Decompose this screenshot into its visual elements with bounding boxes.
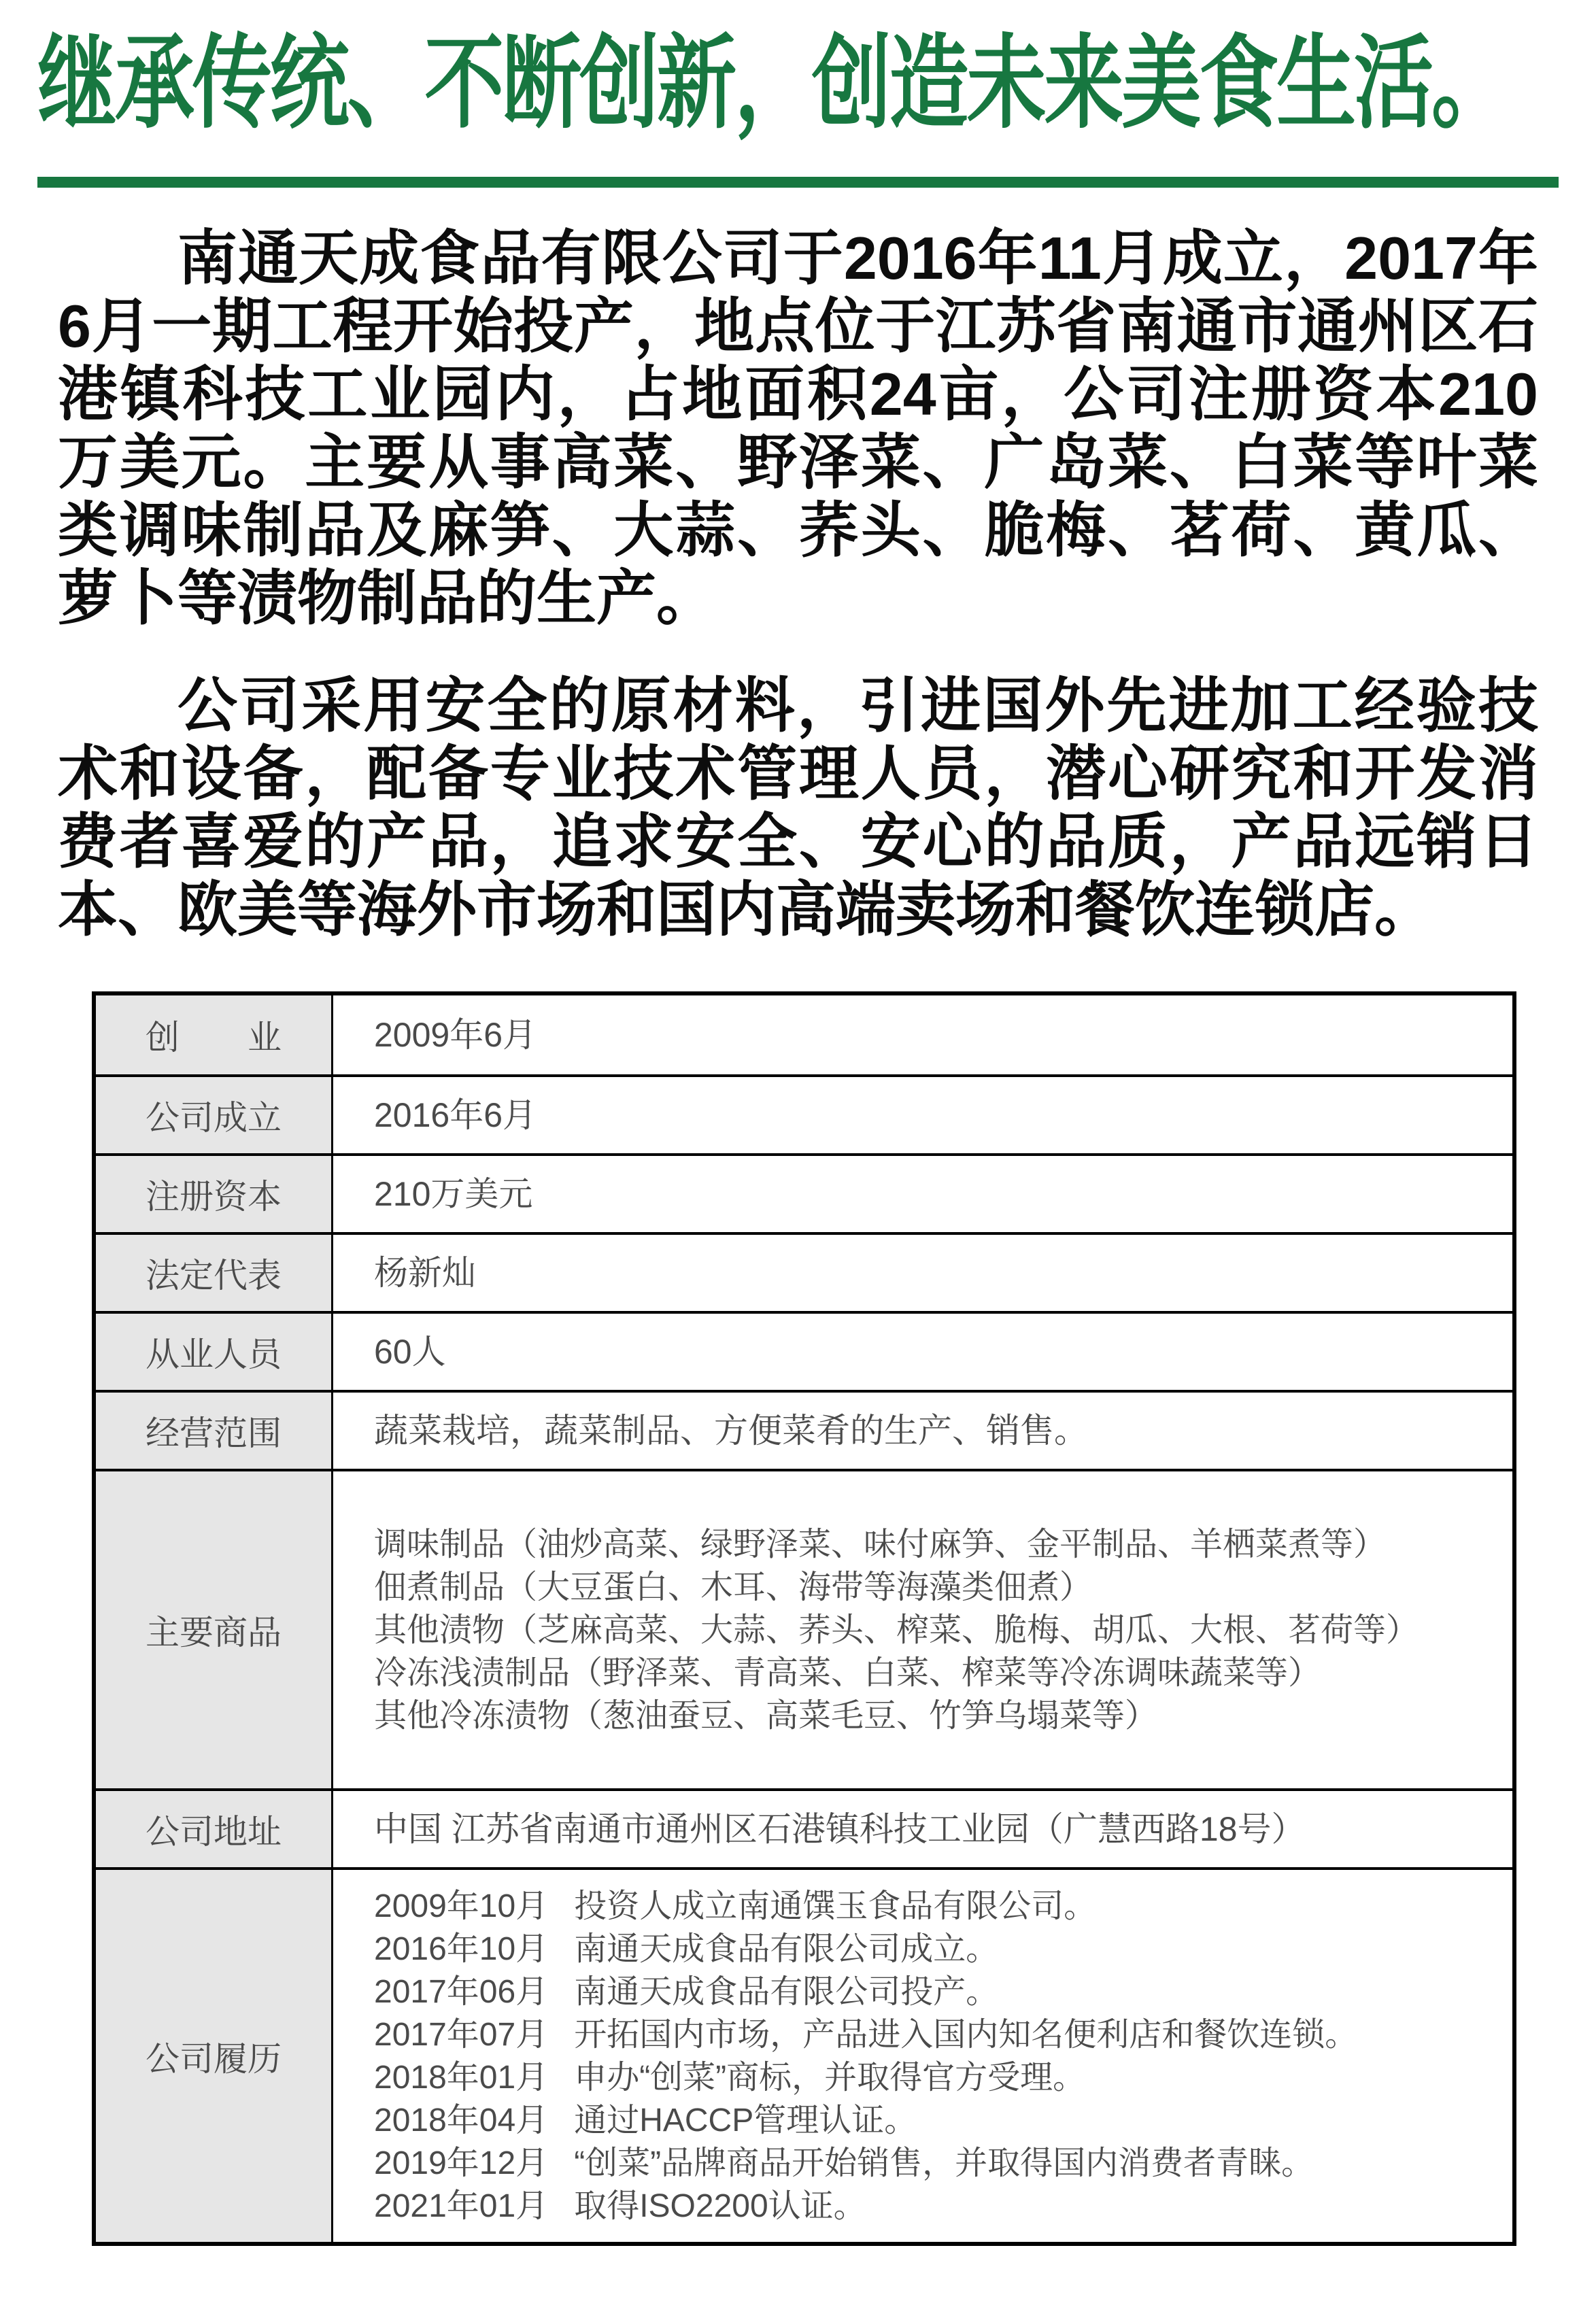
row-registered-capital-value-cell: [333, 1156, 1512, 1232]
intro-section: [58, 224, 1538, 983]
row-legal-representative-value-cell: [333, 1235, 1512, 1311]
history-event-date: 2016年10月: [374, 1930, 549, 1967]
row-legal-representative-label-cell: [96, 1235, 333, 1311]
history-event-date: 2017年07月: [374, 2016, 549, 2053]
row-employees: [96, 1311, 1512, 1390]
title-underline-bar: [37, 177, 1559, 188]
row-value: 2016年6月: [374, 1095, 537, 1134]
row-business-scope: [96, 1390, 1512, 1469]
row-label: 公司履历: [146, 2039, 282, 2078]
row-employees-label-cell: [96, 1314, 333, 1390]
intro-paragraph-2: 公司采用安全的原材料，引进国外先进加工经验技术和设备，配备专业技术管理人员，潜心研究和开发消费者喜爱的产品，追求安全、安心的品质，产品远销日本、欧美等海外市场和国内高端卖场和餐饮连锁店。: [58, 672, 1538, 943]
row-value: 2009年6月: [374, 1015, 537, 1054]
row-company-address-label-cell: [96, 1791, 333, 1867]
row-company-history-value-cell: [333, 1870, 1512, 2242]
history-event-text: “创菜”品牌商品开始销售，并取得国内消费者青睐。: [574, 2145, 1314, 2181]
row-value: 蔬菜栽培，蔬菜制品、方便菜肴的生产、销售。: [374, 1411, 1088, 1450]
history-event-text: 投资人成立南通馔玉食品有限公司。: [574, 1888, 1097, 1924]
row-established-label-cell: [96, 1077, 333, 1153]
row-label: 注册资本: [146, 1178, 282, 1216]
history-event: [374, 1928, 1512, 1971]
row-value: 60人: [374, 1332, 446, 1371]
row-startup-value-cell: [333, 995, 1512, 1074]
intro-paragraph-1: 南通天成食品有限公司于2016年11月成立，2017年6月一期工程开始投产，地点位于江苏省南通市通州区石港镇科技工业园内，占地面积24亩，公司注册资本210万美元。主要从事高菜、野泽菜、广岛菜、白菜等叶菜类调味制品及麻笋、大蒜、荞头、脆梅、茗荷、黄瓜、萝卜等渍物制品的生产。: [58, 224, 1538, 632]
row-value: 杨新灿: [374, 1253, 476, 1292]
row-label: 创业: [146, 1019, 282, 1057]
row-label: 法定代表: [146, 1257, 282, 1295]
history-event: [374, 2142, 1512, 2185]
history-event-text: 取得ISO2200认证。: [574, 2187, 866, 2224]
history-event-date: 2018年04月: [374, 2102, 549, 2138]
row-business-scope-label-cell: [96, 1393, 333, 1469]
product-line: 调味制品（油炒高菜、绿野泽菜、味付麻笋、金平制品、羊栖菜煮等）: [374, 1526, 1387, 1563]
row-registered-capital: [96, 1153, 1512, 1232]
row-business-scope-value-cell: [333, 1393, 1512, 1469]
row-employees-value-cell: [333, 1314, 1512, 1390]
product-line: 其他渍物（芝麻高菜、大蒜、荞头、榨菜、脆梅、胡瓜、大根、茗荷等）: [374, 1612, 1419, 1648]
history-event: [374, 1885, 1512, 1928]
history-event-date: 2017年06月: [374, 1973, 549, 2010]
history-event-text: 申办“创菜”商标，并取得官方受理。: [574, 2059, 1086, 2096]
row-registered-capital-label-cell: [96, 1156, 333, 1232]
page-title: 继承传统、不断创新，创造未来美食生活。: [37, 26, 1509, 140]
row-established: [96, 1074, 1512, 1153]
row-established-value-cell: [333, 1077, 1512, 1153]
history-event-date: 2019年12月: [374, 2145, 549, 2181]
product-line: 冷冻浅渍制品（野泽菜、青高菜、白菜、榨菜等冷冻调味蔬菜等）: [374, 1654, 1321, 1691]
row-main-products-value-cell: [333, 1471, 1512, 1788]
row-label: 从业人员: [146, 1335, 282, 1374]
history-event-date: 2021年01月: [374, 2187, 549, 2224]
row-startup: [96, 995, 1512, 1074]
row-legal-representative: [96, 1232, 1512, 1311]
row-main-products: [96, 1469, 1512, 1788]
history-event-text: 南通天成食品有限公司成立。: [574, 1930, 999, 1967]
row-label: 公司地址: [146, 1813, 282, 1851]
row-company-history-label-cell: [96, 1870, 333, 2242]
row-label: 公司成立: [146, 1099, 282, 1137]
row-value: 中国 江苏省南通市通州区石港镇科技工业园（广慧西路18号）: [374, 1809, 1306, 1848]
product-line: 佃煮制品（大豆蛋白、木耳、海带等海藻类佃煮）: [374, 1569, 1093, 1605]
history-event-date: 2009年10月: [374, 1888, 549, 1924]
row-main-products-label-cell: [96, 1471, 333, 1788]
history-event-date: 2018年01月: [374, 2059, 549, 2096]
history-event: [374, 2013, 1512, 2056]
row-label: 主要商品: [146, 1614, 282, 1652]
row-startup-label-cell: [96, 995, 333, 1074]
history-event: [374, 1971, 1512, 2013]
product-line: 其他冷冻渍物（葱油蚕豆、高菜毛豆、竹笋乌塌菜等）: [374, 1697, 1158, 1734]
row-value: 210万美元: [374, 1174, 533, 1213]
history-event: [374, 2099, 1512, 2142]
history-event: [374, 2185, 1512, 2228]
history-event-text: 通过HACCP管理认证。: [574, 2102, 917, 2138]
history-event-text: 南通天成食品有限公司投产。: [574, 1973, 999, 2010]
row-company-address-value-cell: [333, 1791, 1512, 1867]
row-label: 经营范围: [146, 1414, 282, 1452]
history-event: [374, 2056, 1512, 2099]
row-company-history: [96, 1867, 1512, 2242]
row-company-address: [96, 1788, 1512, 1867]
history-event-text: 开拓国内市场，产品进入国内知名便利店和餐饮连锁。: [574, 2016, 1358, 2053]
company-info-table: [92, 991, 1516, 2246]
